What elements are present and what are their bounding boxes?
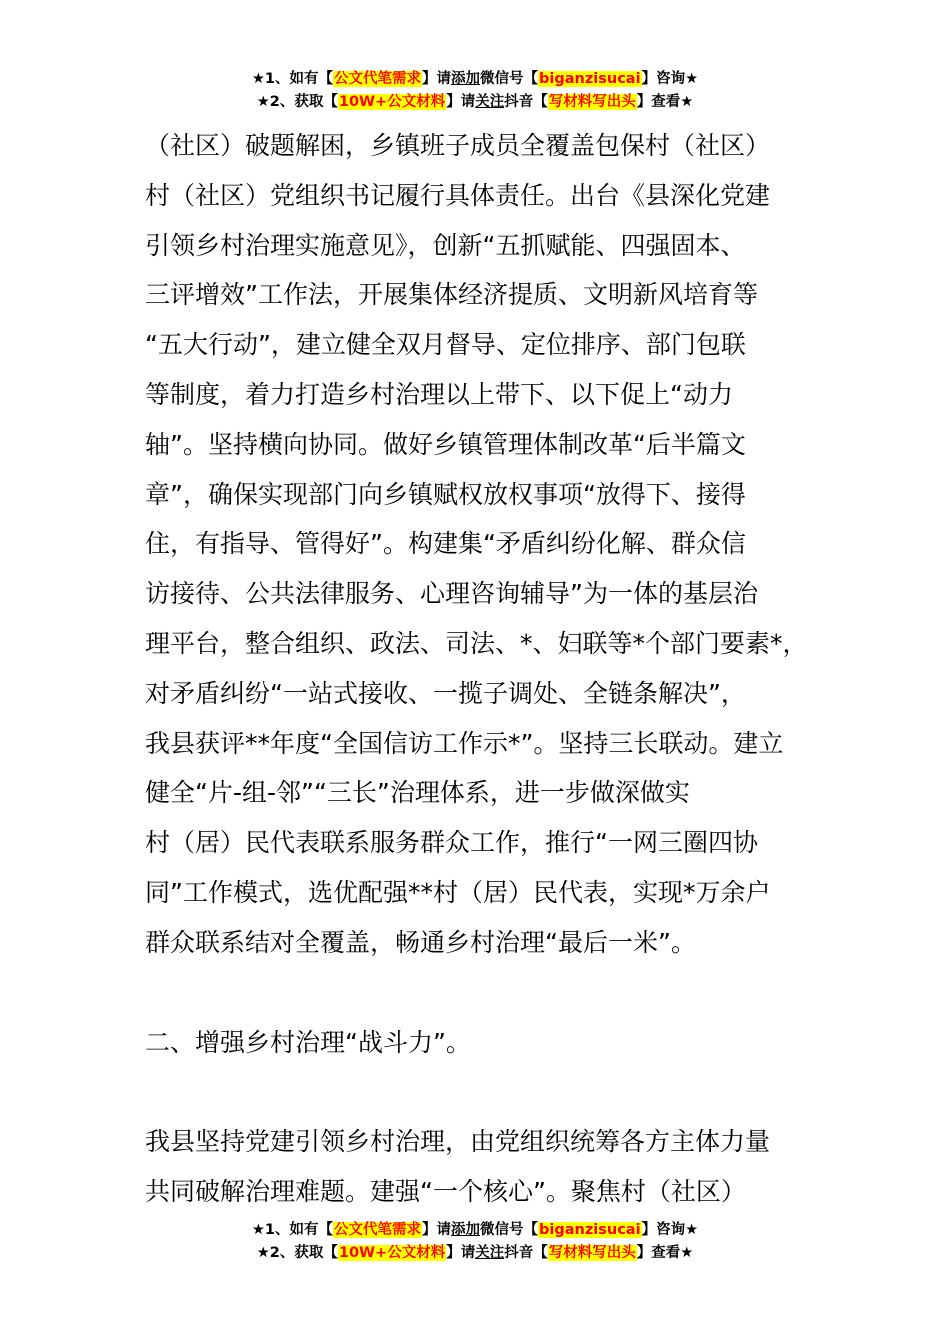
paragraph-line: 我县获评**年度“全国信访工作示*”。坚持三长联动。建立 — [145, 728, 784, 758]
banner-line-2 — [0, 91, 950, 114]
banner-text: 抖音【 — [504, 94, 548, 110]
banner-highlight: 写材料写出头 — [548, 94, 636, 110]
banner-highlight: 10W+公文材料 — [338, 1245, 446, 1261]
banner-highlight: biganzisucai — [539, 71, 641, 87]
section-heading: 二、增强乡村治理“战斗力”。 — [145, 1027, 471, 1057]
paragraph-line: 共同破解治理难题。建强“一个核心”。聚焦村（社区） — [145, 1177, 746, 1207]
paragraph-line: “五大行动”，建立健全双月督导、定位排序、部门包联 — [145, 330, 746, 360]
paragraph-line: 村（居）民代表联系服务群众工作，推行“一网三圈四协 — [145, 828, 758, 858]
paragraph-line: 理平台，整合组织、政法、司法、*、妇联等*个部门要素*， — [145, 628, 808, 658]
banner-highlight: 10W+公文材料 — [338, 94, 446, 110]
banner-highlight: 写材料写出头 — [548, 1245, 636, 1261]
banner-text: 微信号【 — [480, 71, 539, 87]
paragraph-line: 章”，确保实现部门向乡镇赋权放权事项“放得下、接得 — [145, 479, 746, 509]
banner-line-1 — [0, 68, 950, 91]
banner-text: 抖音【 — [504, 1245, 548, 1261]
paragraph-line: 健全“片-组-邻”“三长”治理体系，进一步做深做实 — [145, 778, 690, 808]
paragraph-line: 住，有指导、管得好”。构建集“矛盾纠纷化解、群众信 — [145, 529, 746, 559]
paragraph-line: 等制度，着力打造乡村治理以上带下、以下促上“动力 — [145, 379, 733, 409]
banner-text: 】咨询★ — [641, 71, 699, 87]
paragraph-line: 村（社区）党组织书记履行具体责任。出台《县深化党建 — [145, 180, 771, 210]
header-banner — [0, 68, 950, 114]
banner-text: ★1、如有【 — [251, 71, 334, 87]
banner-underlined: 关注 — [475, 1245, 505, 1261]
paragraph-gap — [145, 968, 815, 1018]
paragraph-line: 群众联系结对全覆盖，畅通乡村治理“最后一米”。 — [145, 927, 696, 957]
document-body — [145, 121, 815, 1217]
paragraph-line: 对矛盾纠纷“一站式接收、一揽子调处、全链条解决”， — [145, 678, 746, 708]
paragraph-line: 我县坚持党建引领乡村治理，由党组织统筹各方主体力量 — [145, 1127, 771, 1157]
banner-text: 】请 — [422, 71, 452, 87]
paragraph-line: 轴”。坚持横向协同。做好乡镇管理体制改革“后半篇文 — [145, 429, 746, 459]
banner-underlined: 添加 — [451, 71, 481, 87]
paragraph-gap — [145, 1067, 815, 1117]
paragraph-line: 访接待、公共法律服务、心理咨询辅导”为一体的基层治 — [145, 579, 758, 609]
banner-text: 】查看★ — [636, 1245, 694, 1261]
paragraph-line: 同”工作模式，选优配强**村（居）民代表，实现*万余户 — [145, 877, 771, 907]
banner-line-2 — [0, 1242, 950, 1265]
paragraph-line: 三评增效”工作法，开展集体经济提质、文明新风培育等 — [145, 280, 758, 310]
paragraph-line: （社区）破题解困，乡镇班子成员全覆盖包保村（社区） — [145, 131, 771, 160]
banner-text: ★2、获取【 — [256, 94, 338, 110]
banner-text: 】请 — [446, 1245, 476, 1261]
banner-highlight: 公文代笔需求 — [334, 71, 422, 87]
banner-text: ★2、获取【 — [256, 1245, 338, 1261]
banner-text: 】查看★ — [636, 94, 694, 110]
banner-underlined: 添加 — [451, 1222, 481, 1238]
footer-banner — [0, 1219, 950, 1265]
banner-highlight: biganzisucai — [539, 1222, 641, 1238]
banner-highlight: 公文代笔需求 — [334, 1222, 422, 1238]
banner-underlined: 关注 — [475, 94, 505, 110]
banner-text: 微信号【 — [480, 1222, 539, 1238]
banner-text: 】请 — [422, 1222, 452, 1238]
banner-text: 】请 — [446, 94, 476, 110]
banner-line-1 — [0, 1219, 950, 1242]
banner-text: ★1、如有【 — [251, 1222, 334, 1238]
paragraph-line: 引领乡村治理实施意见》，创新“五抓赋能、四强固本、 — [145, 230, 746, 260]
banner-text: 】咨询★ — [641, 1222, 699, 1238]
